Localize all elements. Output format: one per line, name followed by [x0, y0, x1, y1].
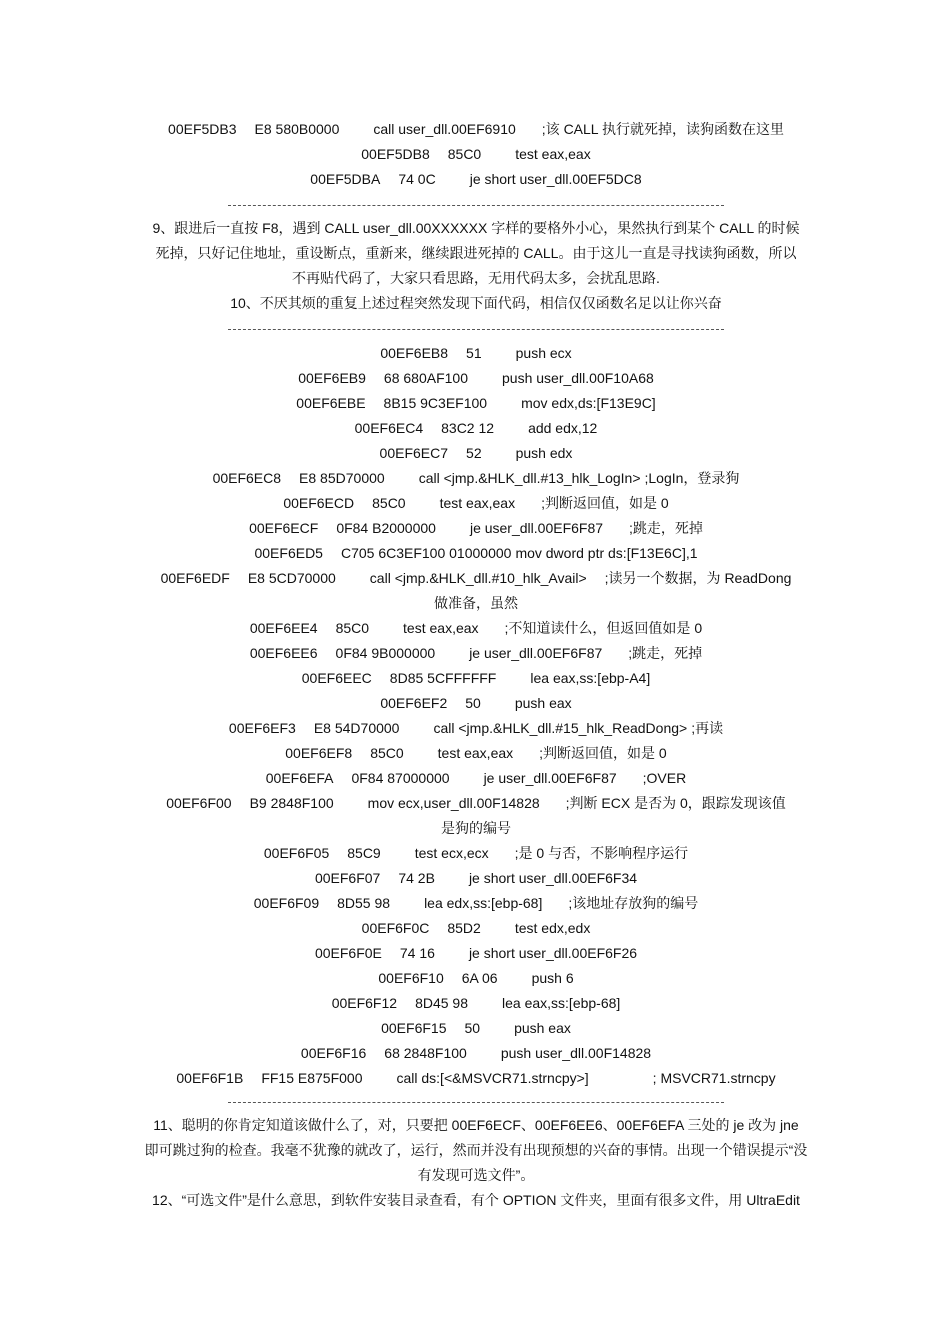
code-line — [140, 966, 812, 991]
code-address: 00EF6F00 — [166, 795, 232, 811]
code-hex: 68 2848F100 — [384, 1045, 467, 1061]
code-line — [140, 841, 812, 866]
code-address: 00EF6EE4 — [249, 620, 318, 636]
code-line — [140, 466, 812, 491]
code-hex: 8D55 98 — [337, 895, 391, 911]
paragraph-line: 不再贴代码了，大家只看思路，无用代码太多，会扰乱思路. — [292, 270, 660, 286]
code-line — [140, 641, 812, 666]
code-asm: push 6 — [531, 970, 574, 986]
code-line — [140, 766, 812, 791]
code-line — [140, 941, 812, 966]
dashed-separator — [228, 1102, 724, 1103]
code-asm: test eax,eax — [439, 495, 516, 511]
code-line — [140, 666, 812, 691]
code-line — [140, 391, 812, 416]
code-comment: ; MSVCR71.strncpy — [652, 1070, 776, 1086]
code-comment-continuation: 做准备，虽然 — [434, 595, 518, 611]
code-hex: 85D2 — [447, 920, 481, 936]
paragraph-line: 死掉，只好记住地址，重设断点，重新来，继续跟进死掉的 CALL。由于这儿一直是寻找读狗函数，所以 — [155, 245, 797, 261]
code-address: 00EF6F1B — [176, 1070, 244, 1086]
code-address: 00EF5DB8 — [361, 146, 430, 162]
code-line — [140, 366, 812, 391]
code-hex: E8 85D70000 — [299, 470, 385, 486]
code-hex: 85C0 — [335, 620, 370, 636]
code-address: 00EF6EF8 — [285, 745, 353, 761]
code-hex: 85C9 — [347, 845, 381, 861]
code-address: 00EF6F05 — [263, 845, 330, 861]
code-address: 00EF6EEC — [301, 670, 372, 686]
code-hex: 74 16 — [399, 945, 435, 961]
code-hex: 6A 06 — [461, 970, 498, 986]
code-asm: je user_dll.00EF6F87 — [469, 645, 603, 661]
code-asm: push user_dll.00F10A68 — [502, 370, 654, 386]
code-line — [140, 441, 812, 466]
code-hex: 8D85 5CFFFFFF — [389, 670, 497, 686]
code-hex: 51 — [466, 345, 482, 361]
code-asm: je short user_dll.00EF6F34 — [468, 870, 638, 886]
code-hex: E8 5CD70000 — [247, 570, 336, 586]
paragraph-line: 11、聪明的你肯定知道该做什么了，对，只要把 00EF6ECF、00EF6EE6、00EF6EFA 三处的 je 改为 jne — [153, 1117, 799, 1133]
paragraph-line: 有发现可选文件”。 — [417, 1167, 535, 1183]
code-line — [140, 691, 812, 716]
code-line — [140, 566, 812, 591]
code-address: 00EF6F0E — [314, 945, 382, 961]
code-hex: 83C2 12 — [441, 420, 495, 436]
code-line — [140, 416, 812, 441]
code-hex: 85C0 — [372, 495, 406, 511]
code-line — [140, 866, 812, 891]
code-comment: ;该 CALL 执行就死掉，读狗函数在这里 — [541, 121, 784, 137]
code-asm: call <jmp.&HLK_dll.#10_hlk_Avail> — [369, 570, 587, 586]
code-hex: 0F84 87000000 — [351, 770, 450, 786]
code-asm: je short user_dll.00EF6F26 — [468, 945, 638, 961]
code-asm: call user_dll.00EF6910 — [373, 121, 516, 137]
code-address: 00EF6EBE — [296, 395, 366, 411]
code-comment: ;不知道读什么，但返回值如是 0 — [504, 620, 703, 636]
code-hex: 50 — [465, 695, 481, 711]
code-hex: 52 — [466, 445, 482, 461]
paragraph-line: 12、“可选文件”是什么意思，到软件安装目录查看，有个 OPTION 文件夹，里面有很多文件，用 UltraEdit — [152, 1192, 800, 1208]
code-comment: ;判断返回值，如是 0 — [539, 745, 667, 761]
code-address: 00EF5DB3 — [168, 121, 237, 137]
code-hex: 85C0 — [447, 146, 482, 162]
code-asm: test eax,eax — [437, 745, 514, 761]
code-asm: call <jmp.&HLK_dll.#13_hlk_LogIn> — [418, 470, 641, 486]
code-line — [140, 1041, 812, 1066]
paragraph-line: 10、不厌其烦的重复上述过程突然发现下面代码，相信仅仅函数名足以让你兴奋 — [230, 295, 722, 311]
code-line — [140, 167, 812, 192]
code-asm: test eax,eax — [403, 620, 479, 636]
code-hex: 8B15 9C3EF100 — [383, 395, 488, 411]
code-comment: ;LogIn，登录狗 — [644, 470, 740, 486]
code-address: 00EF6F15 — [381, 1020, 447, 1036]
code-asm: push eax — [514, 695, 572, 711]
code-address: 00EF6EC7 — [379, 445, 449, 461]
code-line — [140, 516, 812, 541]
code-address: 00EF6F09 — [253, 895, 320, 911]
code-line — [140, 916, 812, 941]
code-asm: lea eax,ss:[ebp-A4] — [530, 670, 651, 686]
code-comment: ;OVER — [642, 770, 687, 786]
code-line — [140, 991, 812, 1016]
code-hex: 0F84 9B000000 — [335, 645, 436, 661]
code-hex: 0F84 B2000000 — [336, 520, 436, 536]
code-line — [140, 791, 812, 816]
code-line — [140, 891, 812, 916]
code-comment: ;跳走，死掉 — [629, 520, 703, 536]
code-asm: je user_dll.00EF6F87 — [483, 770, 617, 786]
code-address: 00EF6F07 — [314, 870, 381, 886]
code-line — [140, 741, 812, 766]
code-address: 00EF6F10 — [378, 970, 444, 986]
code-hex: C705 6C3EF100 01000000 — [340, 545, 512, 561]
code-address: 00EF6EFA — [265, 770, 334, 786]
code-line — [140, 117, 812, 142]
code-line — [140, 1016, 812, 1041]
code-address: 00EF6F12 — [331, 995, 398, 1011]
code-asm: push ecx — [515, 345, 572, 361]
code-address: 00EF6EC4 — [354, 420, 424, 436]
code-asm: je user_dll.00EF6F87 — [469, 520, 604, 536]
code-hex: 85C0 — [370, 745, 404, 761]
code-line — [140, 541, 812, 566]
code-hex: E8 54D70000 — [313, 720, 400, 736]
code-asm: mov dword ptr ds:[F13E6C],1 — [515, 545, 698, 561]
code-hex: 74 0C — [398, 171, 436, 187]
code-line — [140, 142, 812, 167]
code-address: 00EF6EE6 — [249, 645, 318, 661]
code-asm: test eax,eax — [515, 146, 591, 162]
code-address: 00EF6EB8 — [380, 345, 449, 361]
code-address: 00EF5DBA — [310, 171, 381, 187]
code-asm: call <jmp.&HLK_dll.#15_hlk_ReadDong> — [433, 720, 688, 736]
code-asm: add edx,12 — [528, 420, 598, 436]
paragraph-line: 即可跳过狗的检查。我毫不犹豫的就改了，运行，然而并没有出现预想的兴奋的事情。出现一个错误提示“没 — [144, 1142, 808, 1158]
code-address: 00EF6EC8 — [212, 470, 282, 486]
code-asm: je short user_dll.00EF5DC8 — [469, 171, 642, 187]
code-address: 00EF6EF3 — [228, 720, 296, 736]
code-hex: 50 — [464, 1020, 481, 1036]
code-address: 00EF6ECF — [249, 520, 319, 536]
code-address: 00EF6ECD — [283, 495, 355, 511]
code-line — [140, 716, 812, 741]
code-address: 00EF6ED5 — [254, 545, 323, 561]
code-asm: test ecx,ecx — [414, 845, 489, 861]
code-asm: call ds:[<&MSVCR71.strncpy>] — [396, 1070, 589, 1086]
code-hex: B9 2848F100 — [249, 795, 334, 811]
code-line — [140, 341, 812, 366]
code-asm: test edx,edx — [514, 920, 591, 936]
code-asm: push user_dll.00F14828 — [500, 1045, 652, 1061]
code-hex: 8D45 98 — [415, 995, 468, 1011]
code-asm: lea edx,ss:[ebp-68] — [424, 895, 543, 911]
code-comment-continuation: 是狗的编号 — [441, 820, 511, 836]
code-address: 00EF6F16 — [300, 1045, 367, 1061]
paragraph-line: 9、跟进后一直按 F8，遇到 CALL user_dll.00XXXXXX 字样的要格外小心，果然执行到某个 CALL 的时候 — [152, 220, 800, 236]
code-hex: 68 680AF100 — [383, 370, 468, 386]
code-asm: push eax — [514, 1020, 571, 1036]
code-comment: ;判断返回值，如是 0 — [541, 495, 669, 511]
code-asm: mov edx,ds:[F13E9C] — [521, 395, 656, 411]
code-address: 00EF6EB9 — [298, 370, 366, 386]
code-line — [140, 1066, 812, 1091]
code-asm: lea eax,ss:[ebp-68] — [502, 995, 621, 1011]
code-address: 00EF6EF2 — [380, 695, 448, 711]
code-comment: ;该地址存放狗的编号 — [568, 895, 699, 911]
code-hex: 74 2B — [398, 870, 435, 886]
code-comment: ;读另一个数据，为 ReadDong — [604, 570, 792, 586]
code-comment: ;判断 ECX 是否为 0，跟踪发现该值 — [565, 795, 786, 811]
code-comment: ;是 0 与否，不影响程序运行 — [514, 845, 689, 861]
code-line — [140, 491, 812, 516]
code-comment: ;跳走，死掉 — [628, 645, 703, 661]
code-comment: ;再读 — [691, 720, 724, 736]
dashed-separator — [228, 329, 724, 330]
dashed-separator — [228, 205, 724, 206]
code-line — [140, 616, 812, 641]
code-asm: mov ecx,user_dll.00F14828 — [367, 795, 540, 811]
code-hex: FF15 E875F000 — [261, 1070, 363, 1086]
code-asm: push edx — [515, 445, 573, 461]
code-address: 00EF6EDF — [160, 570, 230, 586]
code-hex: E8 580B0000 — [254, 121, 340, 137]
code-address: 00EF6F0C — [361, 920, 430, 936]
